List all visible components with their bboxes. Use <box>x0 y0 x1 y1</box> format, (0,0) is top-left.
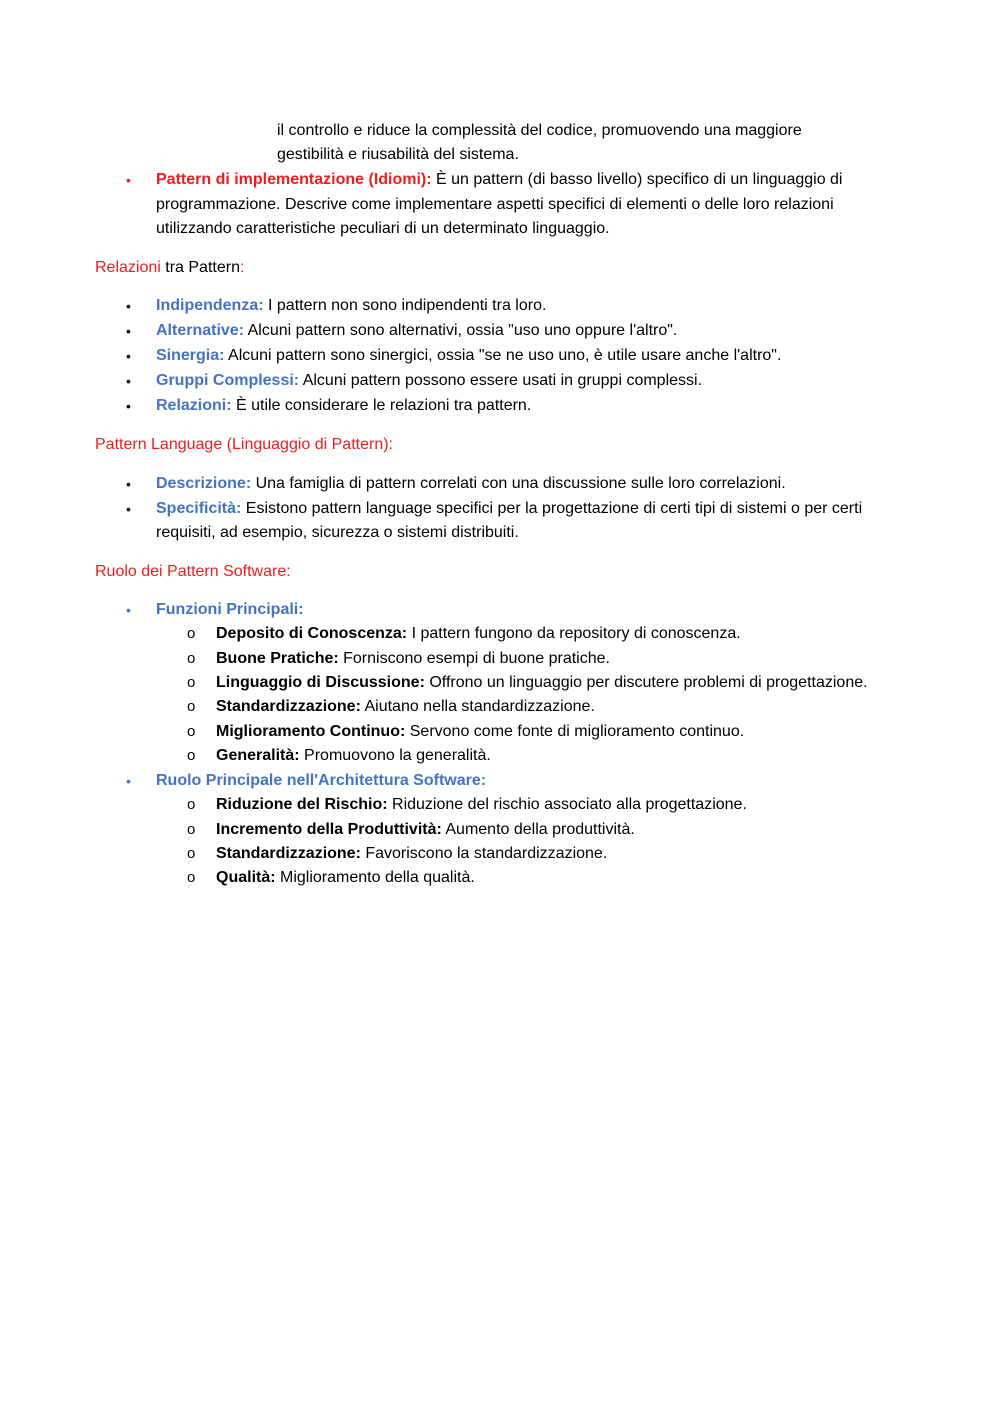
sub-item-label: Buone Pratiche: <box>216 650 339 667</box>
group-label-ruolo-principale: Ruolo Principale nell'Architettura Software: <box>156 772 487 789</box>
bullet-icon: • <box>126 501 131 517</box>
item-label: Specificità: <box>156 500 242 517</box>
sub-item-text: Favoriscono la standardizzazione. <box>360 845 608 862</box>
sub-item-label: Incremento della Produttività: <box>216 821 442 838</box>
sub-list-item <box>216 695 595 719</box>
bullet-icon: • <box>126 323 131 339</box>
sub-item-text: I pattern fungono da repository di conoscenza. <box>407 625 741 642</box>
sub-list-item <box>216 842 607 866</box>
sub-item-text: Offrono un linguaggio per discutere problemi di progettazione. <box>424 674 868 691</box>
list-item <box>156 344 781 368</box>
idiomi-line-2: programmazione. Descrive come implementare aspetti specifici di elementi o delle loro relazioni <box>156 196 834 213</box>
sub-list-item <box>216 793 747 817</box>
sub-list-item <box>216 818 635 842</box>
sub-item-label: Generalità: <box>216 747 300 764</box>
bullet-icon: • <box>126 398 131 414</box>
sub-item-text: Aumento della produttività. <box>441 821 635 838</box>
item-label: Relazioni: <box>156 397 232 414</box>
sub-item-label: Standardizzazione: <box>216 845 361 862</box>
bullet-icon: • <box>126 172 131 188</box>
item-text: È utile considerare le relazioni tra pattern. <box>231 397 532 414</box>
circle-bullet-icon: o <box>187 869 196 886</box>
circle-bullet-icon: o <box>187 747 196 764</box>
item-label: Alternative: <box>156 322 245 339</box>
continuation-line-1: il controllo e riduce la complessità del codice, promuovendo una maggiore <box>277 122 802 139</box>
list-item <box>156 394 531 418</box>
sub-list-item <box>216 647 610 671</box>
bullet-icon: • <box>126 476 131 492</box>
item-text: Alcuni pattern possono essere usati in gruppi complessi. <box>299 372 703 389</box>
list-item-continuation: requisiti, ad esempio, sicurezza o sistemi distribuiti. <box>156 524 519 541</box>
circle-bullet-icon: o <box>187 796 196 813</box>
item-text: I pattern non sono indipendenti tra loro. <box>263 297 547 314</box>
sub-item-label: Linguaggio di Discussione: <box>216 674 425 691</box>
bullet-icon: • <box>126 773 131 789</box>
bullet-icon: • <box>126 373 131 389</box>
idiomi-line-1 <box>156 168 842 192</box>
sub-item-label: Standardizzazione: <box>216 698 361 715</box>
sub-item-label: Miglioramento Continuo: <box>216 723 406 740</box>
relazioni-heading-colon: : <box>239 259 245 276</box>
sub-item-text: Forniscono esempi di buone pratiche. <box>338 650 610 667</box>
sub-item-label: Riduzione del Rischio: <box>216 796 388 813</box>
sub-list-item <box>216 744 491 768</box>
sub-list-item <box>216 671 868 695</box>
item-label: Descrizione: <box>156 475 252 492</box>
bullet-icon: • <box>126 348 131 364</box>
list-item <box>156 319 677 343</box>
sub-item-label: Deposito di Conoscenza: <box>216 625 408 642</box>
circle-bullet-icon: o <box>187 674 196 691</box>
sub-item-text: Servono come fonte di miglioramento continuo. <box>405 723 745 740</box>
relazioni-heading <box>95 256 244 280</box>
item-text: Una famiglia di pattern correlati con una discussione sulle loro correlazioni. <box>251 475 786 492</box>
list-item <box>156 472 786 496</box>
idiomi-label: Pattern di implementazione (Idiomi): <box>156 171 432 188</box>
circle-bullet-icon: o <box>187 698 196 715</box>
sub-list-item <box>216 622 741 646</box>
list-item <box>156 294 546 318</box>
circle-bullet-icon: o <box>187 625 196 642</box>
relazioni-heading-black: tra Pattern <box>160 259 240 276</box>
item-text: Alcuni pattern sono sinergici, ossia "se ne uso uno, è utile usare anche l'altro". <box>224 347 782 364</box>
sub-item-text: Miglioramento della qualità. <box>275 869 475 886</box>
bullet-icon: • <box>126 298 131 314</box>
group-label-funzioni: Funzioni Principali: <box>156 601 304 618</box>
circle-bullet-icon: o <box>187 723 196 740</box>
item-label: Sinergia: <box>156 347 225 364</box>
idiomi-line-3: utilizzando caratteristiche peculiari di un determinato linguaggio. <box>156 220 610 237</box>
list-item <box>156 369 702 393</box>
pattern-language-heading: Pattern Language (Linguaggio di Pattern): <box>95 436 393 453</box>
sub-item-text: Promuovono la generalità. <box>299 747 491 764</box>
circle-bullet-icon: o <box>187 821 196 838</box>
item-label: Gruppi Complessi: <box>156 372 300 389</box>
sub-item-label: Qualità: <box>216 869 276 886</box>
ruolo-heading: Ruolo dei Pattern Software: <box>95 563 291 580</box>
sub-item-text: Aiutano nella standardizzazione. <box>360 698 595 715</box>
bullet-icon: • <box>126 602 131 618</box>
item-label: Indipendenza: <box>156 297 264 314</box>
idiomi-text: È un pattern (di basso livello) specifico di un linguaggio di <box>431 171 843 188</box>
item-text: Esistono pattern language specifici per la progettazione di certi tipi di sistemi o per certi <box>241 500 863 517</box>
sub-item-text: Riduzione del rischio associato alla progettazione. <box>387 796 747 813</box>
circle-bullet-icon: o <box>187 650 196 667</box>
circle-bullet-icon: o <box>187 845 196 862</box>
item-text: Alcuni pattern sono alternativi, ossia "uso uno oppure l'altro". <box>244 322 678 339</box>
sub-list-item <box>216 866 475 890</box>
relazioni-heading-red: Relazioni <box>95 259 161 276</box>
list-item <box>156 497 862 521</box>
continuation-line-2: gestibilità e riusabilità del sistema. <box>277 146 519 163</box>
sub-list-item <box>216 720 744 744</box>
